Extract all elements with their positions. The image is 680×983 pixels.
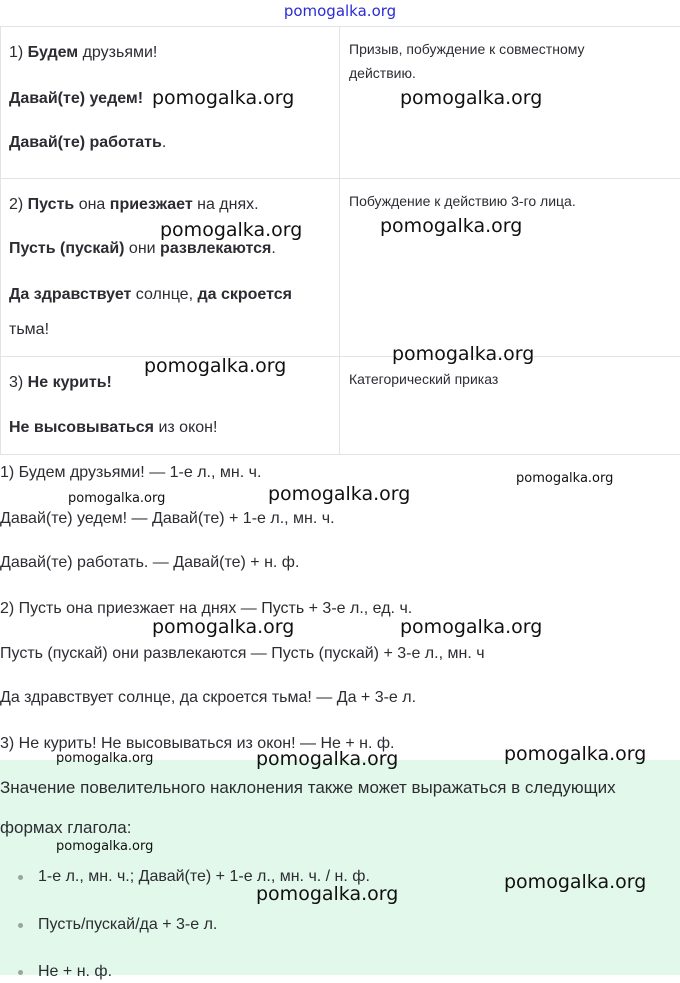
text-fragment: . [271,240,275,257]
example-line [9,284,292,306]
bold-fragment: Пусть [28,196,75,213]
watermark: pomogalka.org [380,215,522,237]
analysis-line: Да здравствует солнце, да скроется тьма! — Да + 3-е л. [0,687,416,709]
watermark: pomogalka.org [152,616,294,638]
watermark: pomogalka.org [504,743,646,765]
table-cell-meaning [340,179,680,357]
analysis-line: 3) Не курить! Не высовываться из окон! — Не + н. ф. [0,733,394,755]
table-row [1,357,680,455]
bold-fragment: Будем [28,44,78,61]
watermark: pomogalka.org [160,219,302,241]
bold-fragment: развлекаются [160,240,271,257]
table-cell-meaning [340,357,680,455]
example-line [9,42,157,64]
text-fragment: 2) [9,196,28,213]
bold-fragment: Давай(те) работать [9,134,162,151]
meaning-text: Побуждение к действию 3-го лица. [349,189,649,213]
analysis-line: Давай(те) уедем! — Давай(те) + 1-е л., мн. ч. [0,508,335,530]
table-row [1,27,680,179]
watermark: pomogalka.org [392,343,534,365]
text-fragment: тьма! [9,321,49,338]
example-line [9,372,112,394]
example-line [9,319,49,341]
bullet-dot-icon [18,923,23,928]
analysis-line: Пусть (пускай) они развлекаются — Пусть (пускай) + 3-е л., мн. ч [0,643,485,665]
note-box [0,760,680,975]
analysis-line: 2) Пусть она приезжает на днях — Пусть + 3-е л., ед. ч. [0,598,412,620]
watermark: pomogalka.org [68,491,165,506]
watermark: pomogalka.org [256,883,398,905]
bullet-dot-icon [18,970,23,975]
text-fragment: она [74,196,110,213]
analysis-line: 1) Будем друзьями! — 1-е л., мн. ч. [0,462,261,484]
watermark: pomogalka.org [144,355,286,377]
meaning-text: Призыв, побуждение к совместному действию. [349,37,649,85]
text-fragment: они [124,240,160,257]
list-item-text: Пусть/пускай/да + 3-е л. [38,914,217,936]
watermark: pomogalka.org [56,839,153,854]
bold-fragment: Давай(те) уедем! [9,90,143,107]
watermark: pomogalka.org [400,616,542,638]
example-line [9,194,259,216]
text-fragment: друзьями! [78,44,157,61]
bold-fragment: Не высовываться [9,419,154,436]
bold-fragment: приезжает [110,196,193,213]
text-fragment: . [162,134,166,151]
bullet-dot-icon [18,875,23,880]
note-intro: Значение повелительного наклонения также может выражаться в следующих формах глагола: [0,768,660,848]
watermark: pomogalka.org [400,87,542,109]
watermark: pomogalka.org [504,871,646,893]
example-line [9,417,217,439]
example-line [9,132,166,154]
watermark: pomogalka.org [256,748,398,770]
bold-fragment: да скроется [197,286,292,303]
analysis-line: Давай(те) работать. — Давай(те) + н. ф. [0,552,299,574]
table-row [1,179,680,357]
meaning-text: Категорический приказ [349,367,649,391]
text-fragment: из окон! [154,419,217,436]
text-fragment: на днях. [193,196,259,213]
text-fragment: 1) [9,44,28,61]
bold-fragment: Не курить! [28,374,112,391]
watermark: pomogalka.org [516,471,613,486]
bold-fragment: Да здравствует [9,286,131,303]
text-fragment: солнце, [131,286,197,303]
list-item-text: Не + н. ф. [38,961,112,983]
example-line [9,88,143,110]
text-fragment: 3) [9,374,28,391]
imperative-table [0,26,680,455]
watermark: pomogalka.org [152,87,294,109]
site-header-watermark[interactable]: pomogalka.org [0,2,680,20]
table-cell-examples [1,179,340,357]
bold-fragment: Пусть (пускай) [9,240,124,257]
watermark: pomogalka.org [56,751,153,766]
watermark: pomogalka.org [268,483,410,505]
example-line [9,238,276,260]
list-item-text: 1-е л., мн. ч.; Давай(те) + 1-е л., мн. ч. / н. ф. [38,866,370,888]
